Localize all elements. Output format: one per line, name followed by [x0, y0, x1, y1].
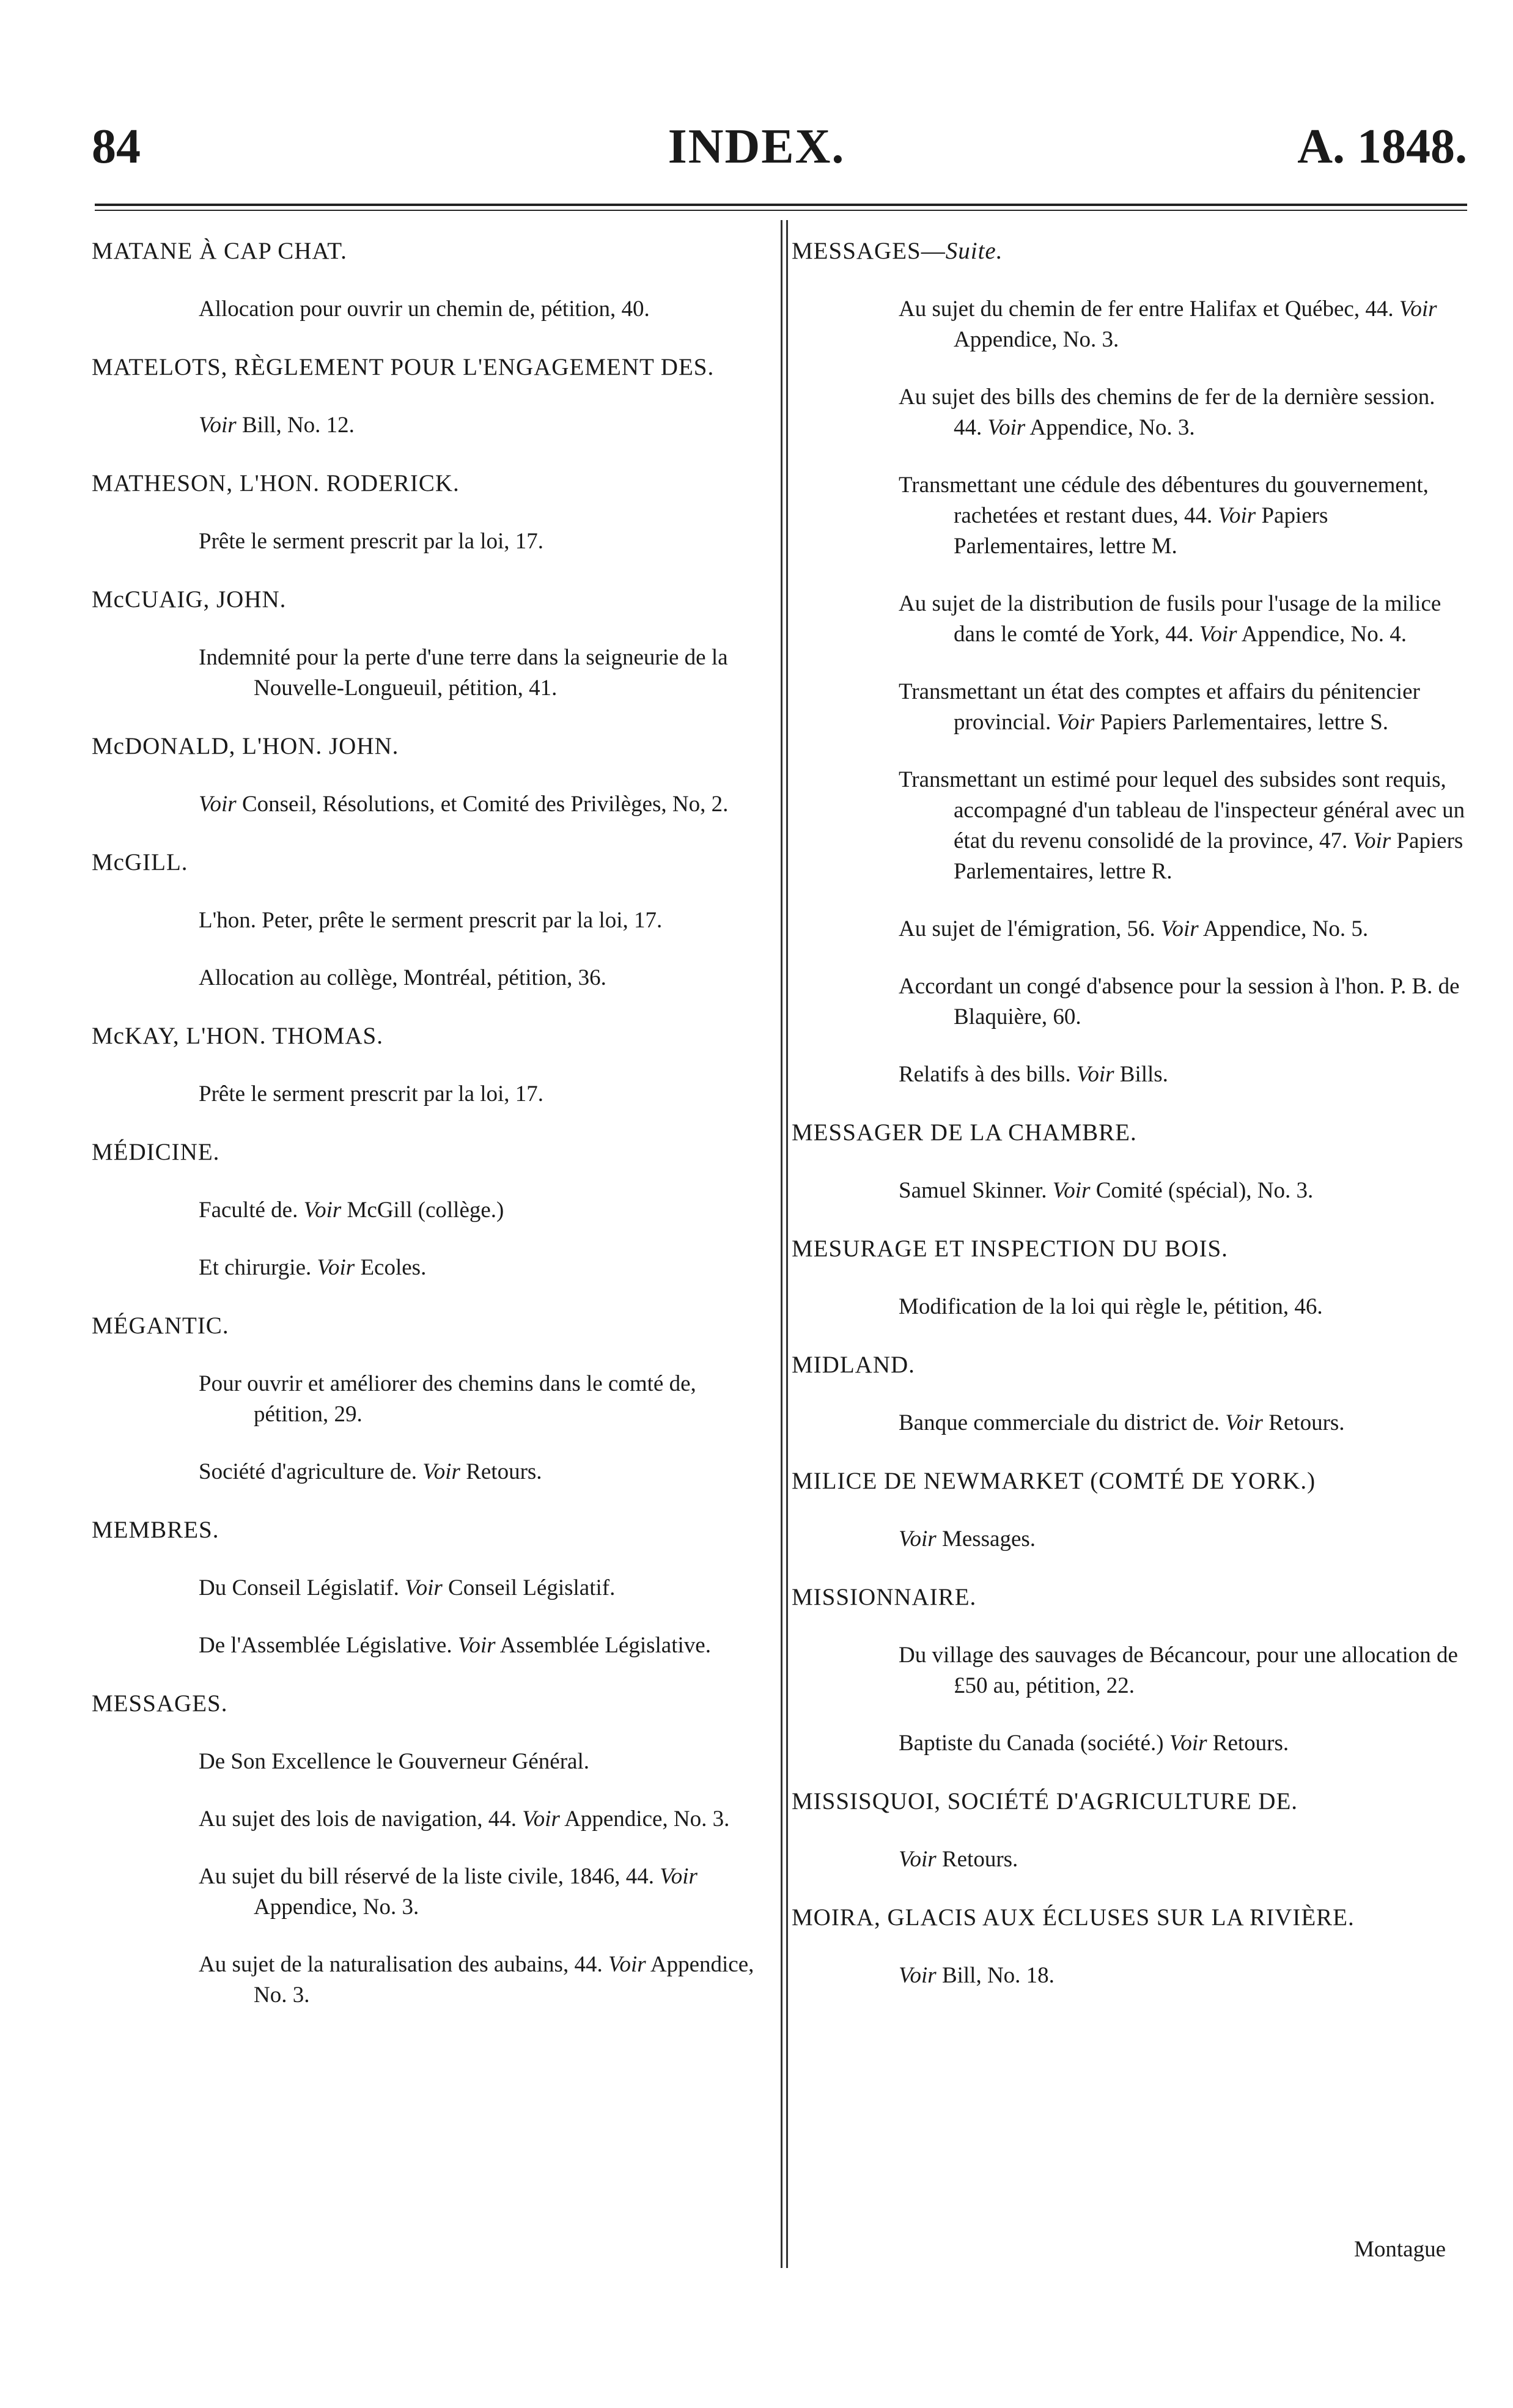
voir-reference: Voir [317, 1255, 355, 1280]
index-subentry: Du village des sauvages de Bécancour, pour une allocation de £50 au, pétition, 22. [899, 1643, 1458, 1698]
voir-reference: Voir [987, 415, 1026, 440]
index-heading [792, 1581, 1467, 1613]
index-heading-text: MESURAGE ET INSPECTION DU BOIS. [792, 1235, 1228, 1262]
index-heading-text: MESSAGES. [92, 1690, 228, 1717]
voir-reference: Voir [422, 1459, 460, 1484]
column-separator [786, 220, 788, 2268]
index-subentry: Société d'agriculture de. Voir Retours. [199, 1459, 542, 1484]
index-heading-text: MATANE À CAP CHAT. [92, 238, 347, 264]
voir-reference: Voir [199, 792, 237, 817]
voir-reference: Voir [899, 1526, 937, 1552]
index-heading-text: MATHESON, L'HON. RODERICK. [92, 470, 460, 496]
index-heading-text: MILICE DE NEWMARKET (COMTÉ DE YORK.) [792, 1468, 1316, 1494]
index-subentry: Faculté de. Voir McGill (collège.) [199, 1198, 504, 1223]
index-heading-text: MATELOTS, RÈGLEMENT POUR L'ENGAGEMENT DES. [92, 354, 715, 380]
index-subentry: Allocation au collège, Montréal, pétition, 36. [199, 965, 606, 990]
index-heading-text: MÉGANTIC. [92, 1313, 229, 1339]
index-entry [92, 1310, 767, 1487]
index-heading-text: MOIRA, GLACIS AUX ÉCLUSES SUR LA RIVIÈRE. [792, 1904, 1355, 1931]
index-entry [792, 1581, 1467, 1759]
index-entry [792, 1349, 1467, 1438]
index-heading [92, 1020, 767, 1052]
index-heading [92, 1136, 767, 1168]
index-column-left [92, 235, 767, 2038]
index-heading-text: McKAY, L'HON. THOMAS. [92, 1023, 383, 1049]
column-separator [781, 220, 782, 2268]
index-subentry: Voir Bill, No. 18. [899, 1963, 1055, 1988]
index-subentry: Au sujet de la distribution de fusils pour l'usage de la milice dans le comté de York, 44. Voir Appendice, No. 4. [899, 591, 1441, 647]
voir-reference: Voir [1052, 1178, 1091, 1203]
index-entry [792, 235, 1467, 1090]
index-subentry: Baptiste du Canada (société.) Voir Retours. [899, 1731, 1289, 1756]
index-heading [92, 584, 767, 616]
voir-reference: Voir [660, 1864, 698, 1889]
index-subentry: De l'Assemblée Législative. Voir Assemblée Législative. [199, 1633, 711, 1658]
index-subentry: Au sujet du bill réservé de la liste civile, 1846, 44. Voir Appendice, No. 3. [199, 1864, 698, 1920]
index-subentry: Banque commerciale du district de. Voir Retours. [899, 1410, 1345, 1435]
index-subentry: Indemnité pour la perte d'une terre dans la seigneurie de la Nouvelle-Longueuil, pétition, 41. [199, 645, 728, 701]
index-heading-text: MESSAGES— [792, 238, 946, 264]
index-subentry: Allocation pour ouvrir un chemin de, pétition, 40. [199, 296, 650, 322]
index-heading-text: McDONALD, L'HON. JOHN. [92, 733, 399, 759]
index-subentry: Au sujet des lois de navigation, 44. Voir Appendice, No. 3. [199, 1806, 730, 1832]
index-entry [92, 847, 767, 993]
index-subentry: Transmettant un état des comptes et affairs du pénitencier provincial. Voir Papiers Parlementaires, lettre S. [899, 679, 1420, 735]
index-subentry: Prête le serment prescrit par la loi, 17. [199, 529, 544, 554]
index-subentry: Samuel Skinner. Voir Comité (spécial), No. 3. [899, 1178, 1314, 1203]
index-entry [792, 1233, 1467, 1322]
index-subentry: Prête le serment prescrit par la loi, 17. [199, 1081, 544, 1106]
page-title: INDEX. [668, 120, 845, 174]
index-entry [92, 584, 767, 704]
voir-reference: Voir [899, 1963, 937, 1988]
index-entry [792, 1786, 1467, 1875]
voir-reference: Voir [1218, 503, 1256, 528]
index-heading-text: MEMBRES. [92, 1517, 219, 1543]
catchword: Montague [1354, 2237, 1446, 2262]
index-subentry: Au sujet de l'émigration, 56. Voir Appendice, No. 5. [899, 916, 1369, 941]
voir-reference: Voir [457, 1633, 496, 1658]
index-subentry: Au sujet des bills des chemins de fer de la dernière session. 44. Voir Appendice, No. 3. [899, 385, 1435, 440]
index-heading [792, 1902, 1467, 1934]
index-entry [92, 1688, 767, 2011]
index-heading [792, 1786, 1467, 1817]
voir-reference: Voir [1161, 916, 1199, 941]
voir-reference: Voir [1169, 1731, 1207, 1756]
index-entry [92, 468, 767, 557]
index-heading [792, 1233, 1467, 1265]
index-entry [92, 731, 767, 820]
voir-reference: Voir [899, 1847, 937, 1872]
index-subentry: Pour ouvrir et améliorer des chemins dans le comté de, pétition, 29. [199, 1371, 696, 1427]
index-heading [92, 1514, 767, 1546]
index-entry [92, 235, 767, 325]
index-subentry: Accordant un congé d'absence pour la session à l'hon. P. B. de Blaquière, 60. [899, 974, 1460, 1029]
voir-reference: Voir [405, 1575, 443, 1600]
index-heading [92, 1310, 767, 1342]
voir-reference: Voir [608, 1952, 646, 1977]
voir-reference: Voir [1399, 296, 1437, 322]
index-heading [792, 235, 1467, 267]
page-year: A. 1848. [1297, 120, 1467, 174]
voir-reference: Voir [1353, 828, 1391, 853]
page-number: 84 [92, 120, 141, 174]
index-entry [792, 1117, 1467, 1206]
index-entry [792, 1465, 1467, 1555]
voir-reference: Voir [199, 413, 237, 438]
index-subentry: Voir Retours. [899, 1847, 1018, 1872]
voir-reference: Voir [1199, 622, 1237, 647]
index-heading-text: MÉDICINE. [92, 1139, 220, 1165]
index-heading-text: MESSAGER DE LA CHAMBRE. [792, 1119, 1137, 1146]
index-heading [92, 352, 767, 383]
voir-reference: Voir [1056, 710, 1095, 735]
index-heading-text: MISSISQUOI, SOCIÉTÉ D'AGRICULTURE DE. [792, 1788, 1298, 1814]
index-subentry: Du Conseil Législatif. Voir Conseil Législatif. [199, 1575, 616, 1600]
index-heading [92, 847, 767, 878]
index-subentry: Voir Bill, No. 12. [199, 413, 355, 438]
index-subentry: Relatifs à des bills. Voir Bills. [899, 1062, 1168, 1087]
index-heading-text: McGILL. [92, 849, 188, 875]
index-entry [92, 1020, 767, 1110]
index-heading [792, 1117, 1467, 1149]
index-subentry: Transmettant un estimé pour lequel des subsides sont requis, accompagné d'un tableau de l'inspecteur général avec un état du revenu consolidé de la province, 47. Voir Papiers Parlementaires, lettre R. [899, 767, 1465, 884]
header-rule-thick [95, 204, 1467, 206]
index-subentry: Modification de la loi qui règle le, pétition, 46. [899, 1294, 1323, 1319]
index-subentry: Transmettant une cédule des débentures du gouvernement, rachetées et restant dues, 44. Voir Papiers Parlementaires, lettre M. [899, 473, 1429, 559]
index-heading-text: McCUAIG, JOHN. [92, 586, 287, 613]
index-heading [92, 1688, 767, 1720]
voir-reference: Voir [1225, 1410, 1263, 1435]
voir-reference: Voir [303, 1198, 342, 1223]
index-subentry: Et chirurgie. Voir Ecoles. [199, 1255, 427, 1280]
index-entry [92, 1514, 767, 1661]
index-entry [92, 1136, 767, 1283]
index-subentry: De Son Excellence le Gouverneur Général. [199, 1749, 589, 1774]
index-heading [92, 731, 767, 762]
index-subentry: Voir Messages. [899, 1526, 1036, 1552]
voir-reference: Voir [522, 1806, 560, 1832]
index-subentry: Au sujet du chemin de fer entre Halifax et Québec, 44. Voir Appendice, No. 3. [899, 296, 1437, 352]
index-subentry: Au sujet de la naturalisation des aubains, 44. Voir Appendice, No. 3. [199, 1952, 754, 2008]
header-rule-thin [95, 210, 1467, 211]
index-heading [92, 468, 767, 499]
index-subentry: Voir Conseil, Résolutions, et Comité des Privilèges, No, 2. [199, 792, 729, 817]
index-entry [792, 1902, 1467, 1991]
index-heading-continuation: Suite. [945, 238, 1003, 264]
index-heading-text: MISSIONNAIRE. [792, 1584, 977, 1610]
index-heading [792, 1349, 1467, 1381]
index-column-right [792, 235, 1467, 2018]
index-heading [92, 235, 767, 267]
index-heading [792, 1465, 1467, 1497]
voir-reference: Voir [1076, 1062, 1114, 1087]
index-entry [92, 352, 767, 441]
index-heading-text: MIDLAND. [792, 1352, 915, 1378]
index-subentry: L'hon. Peter, prête le serment prescrit par la loi, 17. [199, 908, 663, 933]
